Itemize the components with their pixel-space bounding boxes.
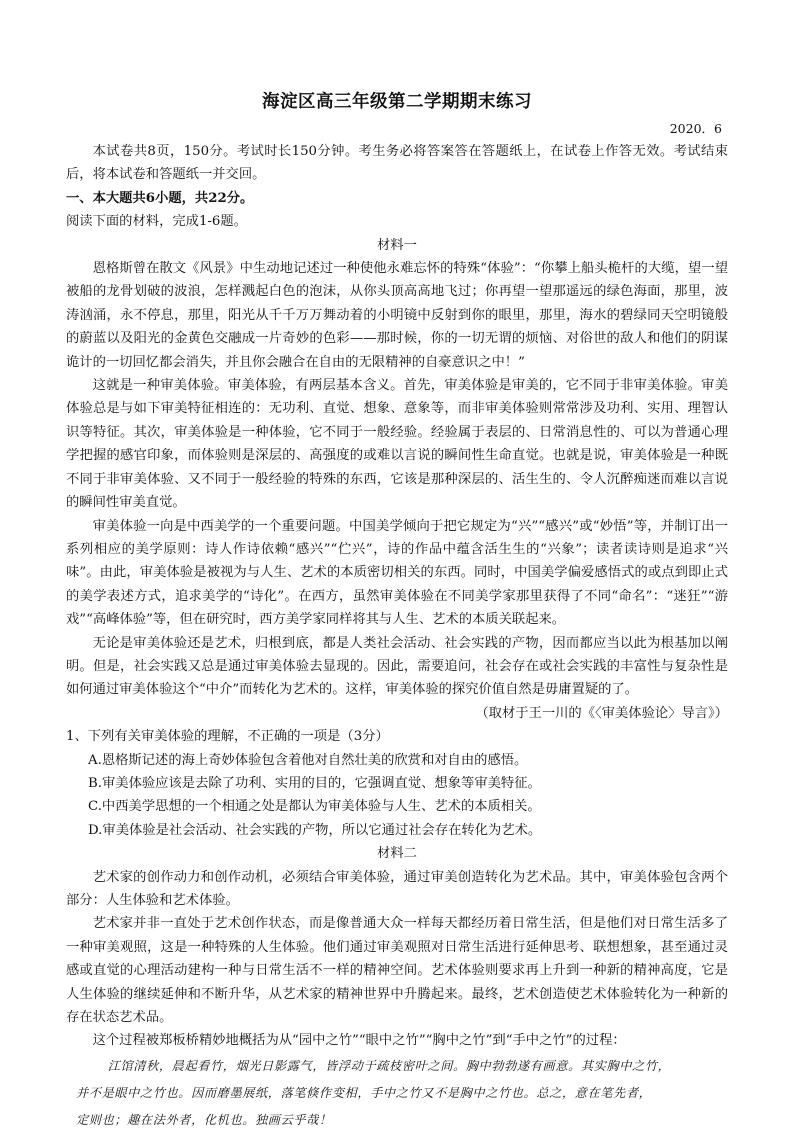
material-2-paragraph: 艺术家并非一直处于艺术创作状态，而是像普通大众一样每天都经历着日常生活，但是他们对日常生活多了一种审美观照，这是一种特殊的人生体验。他们通过审美观照对日常生活进行延伸思考、联想想象，甚至通过灵感或直觉的心理活动建构一种与日常生活不一样的精神空间。艺术体验则要求再上升到一种新的精神高度，它是人生体验的继续延伸和不断升华，从艺术家的精神世界中升腾起来。最终，艺术创造使艺术体验转化为一种新的存在状态艺术品。 <box>66 916 728 1026</box>
material-1-paragraph: 无论是审美体验还是艺术，归根到底，都是人类社会活动、社会实践的产物，因而都应当以此为根基加以阐明。但是，社会实践又总是通过审美体验去显现的。因此，需要追问，社会存在或社会实践的丰富性与复杂性是如何通过审美体验这个“中介”而转化为艺术的。这样，审美体验的探究价值自然是毋庸置疑的了。 <box>66 635 728 698</box>
section-prompt: 阅读下面的材料，完成1-6题。 <box>66 214 247 230</box>
exam-date: 2020．6 <box>669 121 722 136</box>
exam-content <box>66 140 728 1134</box>
section-heading: 一、本大题共6小题，共22分。 <box>66 190 254 206</box>
material-1-paragraph: 恩格斯曾在散文《风景》中生动地记述过一种使他永难忘怀的特殊“体验”：“你攀上船头桅杆的大缆，望一望被船的龙骨划破的波浪，怎样溅起白色的泡沫，从你头顶高高地飞过；你再望一望那遥远的绿色海面，那里，波涛汹涌，永不停息，那里，阳光从千千万万舞动着的小明镜中反射到你的眼里，那里，海水的碧绿同天空明镜般的蔚蓝以及阳光的金黄色交融成一片奇妙的色彩——那时候，你的一切无谓的烦恼、对俗世的敌人和他们的阴谋诡计的一切回忆都会消失，并且你会融合在自由的无限精神的自豪意识之中！” <box>66 261 728 370</box>
material-2-paragraph: 艺术家的创作动力和创作动机，必须结合审美体验，通过审美创造转化为艺术品。其中，审美体验包含两个部分：人生体验和艺术体验。 <box>66 869 728 908</box>
question-1-option-a: A.恩格斯记述的海上奇妙体验包含着他对自然壮美的欣赏和对自由的感悟。 <box>88 752 528 768</box>
material-1-paragraph: 这就是一种审美体验。审美体验，有两层基本含义。首先，审美体验是审美的，它不同于非审美体验。审美体验总是与如下审美特征相连的：无功利、直觉、想象、意象等，而非审美体验则常常涉及功利、实用、理智认识等特征。其次，审美体验是一种体验，它不同于一般经验。经验属于表层的、日常消息性的、可以为普通心理学把握的感官印象，而体验则是深层的、高强度的或难以言说的瞬间性生命直觉。也就是说，审美体验是一种既不同于非审美体验、又不同于一般经验的特殊的东西，它该是那种深层的、活生生的、令人沉醉痴迷而难以言说的瞬间性审美直觉。 <box>66 378 728 511</box>
zheng-banqiao-quote <box>66 1053 728 1134</box>
material-2-heading: 材料二 <box>377 846 417 862</box>
quote-line: 并不是眼中之竹也。因而磨墨展纸，落笔倏作变相，手中之竹又不是胸中之竹也。总之，意在笔先者， <box>76 1085 652 1100</box>
question-1-option-b: B.审美体验应该是去除了功利、实用的目的，它强调直觉、想象等审美特征。 <box>88 775 541 791</box>
question-1-option-c: C.中西美学思想的一个相通之处是都认为审美体验与人生、艺术的本质相关。 <box>88 799 541 815</box>
quote-line: 江馆清秋，晨起看竹，烟光日影露气，皆浮动于疏枝密叶之间。胸中勃勃遂有画意。其实胸中之竹， <box>107 1058 671 1073</box>
exam-instructions: 本试卷共8页，150分。考试时长150分钟。考生务必将答案答在答题纸上，在试卷上作答无效。考试结束后，将本试卷和答题纸一并交回。 <box>66 144 728 183</box>
question-1-stem: 1、下列有关审美体验的理解，不正确的一项是（3分） <box>66 729 389 745</box>
material-1-source: （取材于王一川的《〈审美体验论〉导言》） <box>475 705 728 721</box>
exam-title: 海淀区高三年级第二学期期末练习 <box>262 92 532 112</box>
material-2-paragraph: 这个过程被郑板桥精妙地概括为从“园中之竹”“眼中之竹”“胸中之竹”到“手中之竹”的过程： <box>92 1033 626 1049</box>
material-1-heading: 材料一 <box>377 237 417 253</box>
question-1-option-d: D.审美体验是社会活动、社会实践的产物，所以它通过社会存在转化为艺术。 <box>88 822 542 838</box>
quote-line: 定则也；趣在法外者，化机也。独画云乎哉！ <box>76 1112 332 1127</box>
material-1-paragraph: 审美体验一向是中西美学的一个重要问题。中国美学倾向于把它规定为“兴”“感兴”或“妙悟”等，并制订出一系列相应的美学原则：诗人作诗依赖“感兴”“伫兴”，诗的作品中蕴含活生生的“兴象”；读者读诗则是追求“兴味”。由此，审美体验是被视为与人生、艺术的本质密切相关的东西。同时，中国美学偏爱感悟式的或点到即止式的美学表述方式，追求美学的“诗化”。在西方，虽然审美体验在不同美学家那里获得了不同“命名”：“迷狂”“游戏”“高峰体验”等，但在研究时，西方美学家同样将其与人生、艺术的本质关联起来。 <box>66 518 728 628</box>
